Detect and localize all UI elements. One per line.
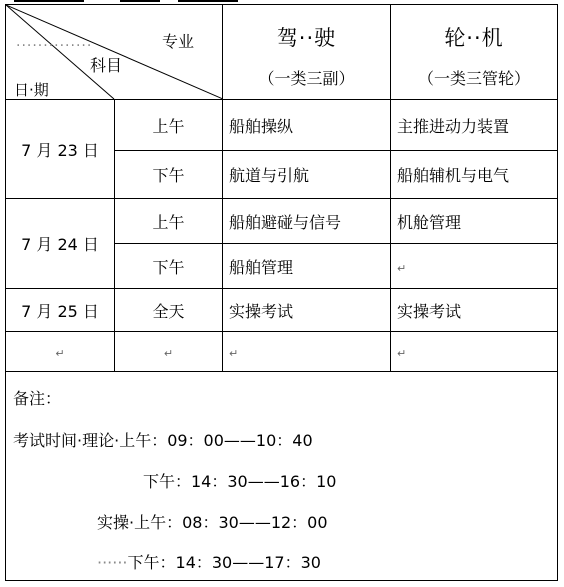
date-cell: 7 月 24 日 bbox=[6, 199, 115, 289]
notes-row bbox=[6, 372, 558, 581]
return-mark: ↵ bbox=[55, 347, 65, 360]
practical-morning-time: 上午：08：30——12：00 bbox=[134, 513, 328, 532]
period-cell: 下午 bbox=[115, 244, 223, 289]
engine-title: 轮··机 bbox=[444, 25, 504, 50]
period-cell: 下午 bbox=[115, 151, 223, 199]
corner-label-subject: 科目 bbox=[90, 56, 123, 75]
table-row bbox=[6, 289, 558, 332]
practical-afternoon-time: 下午：14：30——17：30 bbox=[127, 553, 321, 572]
exam-schedule-table bbox=[5, 4, 558, 581]
corner-label-major: 专业 bbox=[161, 32, 194, 51]
notes-label: 备注： bbox=[13, 389, 62, 408]
deck-subject-cell: 船舶管理 bbox=[223, 244, 391, 289]
deck-subject-cell: 船舶避碰与信号 bbox=[223, 199, 391, 244]
period-cell: 全天 bbox=[115, 289, 223, 332]
exam-time-prefix: 考试时间·理论· bbox=[13, 431, 120, 450]
date-cell: 7 月 23 日 bbox=[6, 100, 115, 199]
table-row bbox=[6, 100, 558, 151]
deck-subject-cell: 实操考试 bbox=[223, 289, 391, 332]
deck-title: 驾··驶 bbox=[276, 25, 337, 50]
deck-subject-cell: 航道与引航 bbox=[223, 151, 391, 199]
engine-subject-cell: 主推进动力装置 bbox=[391, 100, 558, 151]
engine-subject-cell: 船舶辅机与电气 bbox=[391, 151, 558, 199]
table-row bbox=[6, 199, 558, 244]
engine-subject-cell: 实操考试 bbox=[391, 289, 558, 332]
theory-afternoon-time: 下午：14：30——16：10 bbox=[143, 472, 337, 491]
corner-label-date: 日·期 bbox=[14, 81, 49, 99]
deck-subtitle: （一类三副） bbox=[258, 68, 355, 88]
period-cell: 上午 bbox=[115, 199, 223, 244]
engine-subject-cell bbox=[391, 244, 558, 289]
dot-leader: ······ bbox=[97, 553, 128, 572]
dot-leader: ·············· bbox=[16, 38, 93, 54]
engine-subtitle: （一类三管轮） bbox=[417, 68, 530, 88]
return-mark: ↵ bbox=[229, 347, 239, 360]
notes-cell bbox=[6, 372, 558, 581]
corner-header-cell bbox=[6, 5, 223, 100]
period-cell: 上午 bbox=[115, 100, 223, 151]
engine-subject-cell: 机舱管理 bbox=[391, 199, 558, 244]
column-header-deck bbox=[223, 5, 391, 100]
return-mark: ↵ bbox=[163, 347, 174, 360]
return-mark: ↵ bbox=[397, 347, 407, 360]
date-cell: 7 月 25 日 bbox=[6, 289, 115, 332]
column-header-engine bbox=[391, 5, 558, 100]
theory-morning-time: 上午：09：00——10：40 bbox=[119, 431, 313, 450]
return-mark: ↵ bbox=[397, 261, 407, 275]
practical-prefix: 实操· bbox=[97, 513, 135, 532]
deck-subject-cell: 船舶操纵 bbox=[223, 100, 391, 151]
empty-row bbox=[6, 332, 558, 372]
